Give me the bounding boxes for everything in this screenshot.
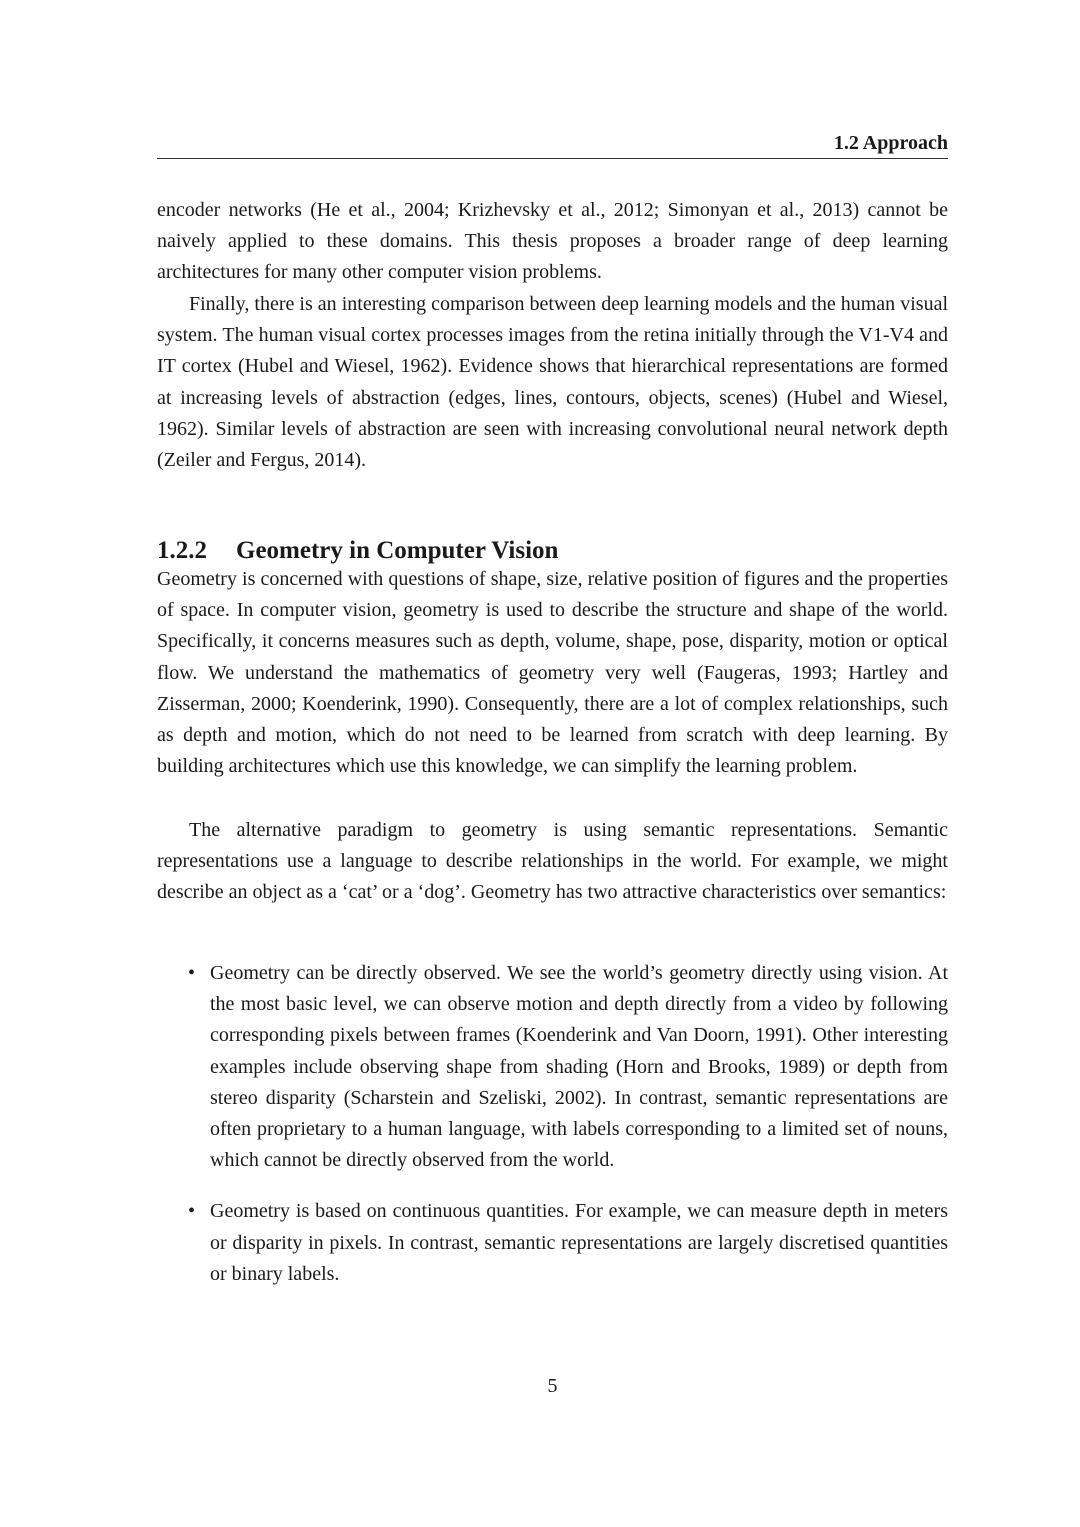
intro-paragraph-1: encoder networks (He et al., 2004; Krizhevsky et al., 2012; Simonyan et al., 2013) cannot be naively applied to these domains. This thesis proposes a broader range of deep learning architectures for many other computer vision problems. — [157, 199, 948, 284]
section-paragraph-1: Geometry is concerned with questions of shape, size, relative position of figures and the properties of space. In computer vision, geometry is used to describe the structure and shape of the world. Specifically, it concerns measures such as depth, volume, shape, pose, disparity, motion or optical flow. We understand the mathematics of geometry very well (Faugeras, 1993; Hartley and Zisserman, 2000; Koenderink, 1990). Consequently, there are a lot of complex relationships, such as depth and motion, which do not need to be learned from scratch with deep learning. By building architectures which use this knowledge, we can simplify the learning problem. — [157, 568, 948, 778]
section-number: 1.2.2 — [157, 536, 207, 564]
list-item — [157, 1196, 948, 1290]
bullet-marker: • — [188, 962, 196, 984]
section-title: Geometry in Computer Vision — [236, 536, 559, 564]
section-paragraph-2: The alternative paradigm to geometry is using semantic representations. Semantic representations use a language to describe relationships in the world. For example, we might describe an object as a ‘cat’ or a ‘dog’. Geometry has two attractive characteristics over semantics: — [157, 819, 948, 904]
header-rule — [157, 158, 948, 159]
bullet-list — [157, 958, 948, 1290]
bullet-marker: • — [188, 1200, 196, 1223]
list-item — [157, 958, 948, 1176]
document-page — [157, 0, 948, 1527]
intro-paragraph-2: Finally, there is an interesting comparison between deep learning models and the human visual system. The human visual cortex processes images from the retina initially through the V1-V4 and IT cortex (Hubel and Wiesel, 1962). Evidence shows that hierarchical representations are formed at increasing levels of abstraction (edges, lines, contours, objects, scenes) (Hubel and Wiesel, 1962). Similar levels of abstraction are seen with increasing convolutional neural network depth (Zeiler and Fergus, 2014). — [157, 293, 948, 472]
running-header-title: 1.2 Approach — [833, 132, 948, 154]
bullet-text: Geometry is based on continuous quantities. For example, we can measure depth in meters or disparity in pixels. In contrast, semantic representations are largely discretised quantities or binary labels. — [210, 1200, 948, 1285]
page-number: 5 — [547, 1375, 558, 1397]
bullet-text: Geometry can be directly observed. We see the world’s geometry directly using vision. At the most basic level, we can observe motion and depth directly from a video by following corresponding pixels between frames (Koenderink and Van Doorn, 1991). Other interesting examples include observing shape from shading (Horn and Brooks, 1989) or depth from stereo disparity (Scharstein and Szeliski, 2002). In contrast, semantic representations are often proprietary to a human language, with labels corresponding to a limited set of nouns, which cannot be directly observed from the world. — [210, 962, 948, 1172]
